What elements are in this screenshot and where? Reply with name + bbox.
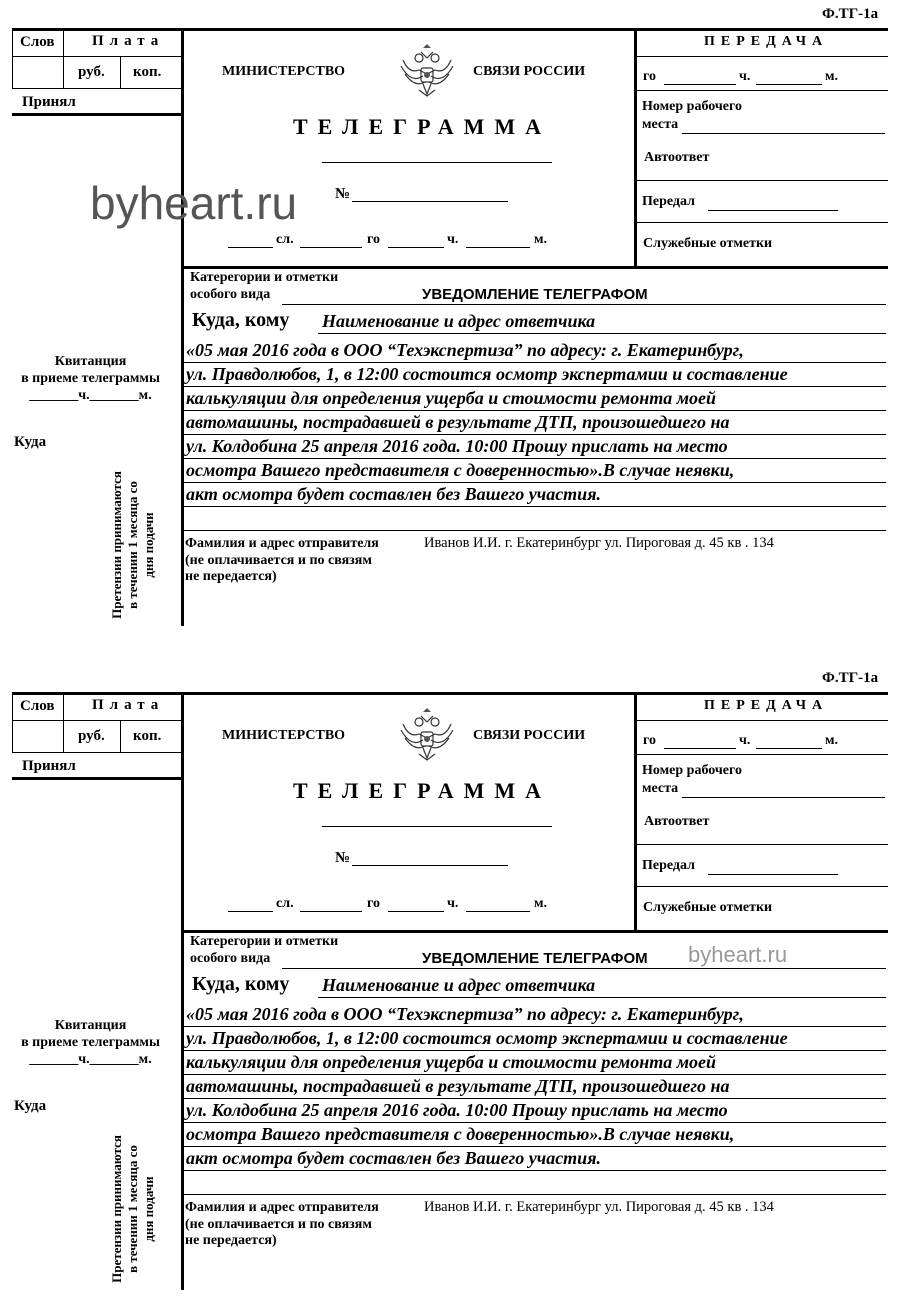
form-code: Ф.ТГ-1а [822,6,879,22]
receipt-time: _______ч._______м. [29,388,152,403]
ministry-label: МИНИСТЕРСТВО [222,64,346,79]
left-column-divider [181,28,184,626]
message-line-7: акт осмотра будет составлен без Вашего участия. [186,1148,601,1168]
rub-label: руб. [78,728,105,744]
sender-label-2: (не оплачивается и по связям [185,1217,372,1232]
sender-label-1: Фамилия и адрес отправителя [185,1200,379,1215]
workplace-label-2: места [642,781,679,796]
to-label: Куда, кому [192,309,290,331]
message-line-6: осмотра Вашего представителя с доверенностью».В случае неявки, [186,460,735,480]
transfer-m-label: м. [825,69,839,84]
transfer-m-label: м. [825,733,839,748]
transfer-label: ПЕРЕДАЧА [704,698,829,713]
payment-label: Плата [92,33,165,49]
sender-value: Иванов И.И. г. Екатеринбург ул. Пироговая д. 45 кв . 134 [424,1199,774,1215]
message-line-5: ул. Колдобина 25 апреля 2016 года. 10:00 Прошу прислать на место [186,1100,728,1120]
words-label: Слов [20,698,55,714]
message-line-1: «05 мая 2016 года в ООО “Техэкспертиза” по адресу: г. Екатеринбург, [186,340,744,360]
ministry-label: МИНИСТЕРСТВО [222,728,346,743]
message-line-3: калькуляции для определения ущерба и стоимости ремонта моей [186,388,717,408]
message-line-7: акт осмотра будет составлен без Вашего участия. [186,484,601,504]
header-bottom-border [181,930,888,933]
words-label: Слов [20,34,55,50]
form-code: Ф.ТГ-1а [822,670,879,686]
emblem-icon [397,708,457,764]
category-value: УВЕДОМЛЕНИЕ ТЕЛЕГРАФОМ [422,286,648,303]
number-label: № [335,186,351,202]
message-line-5: ул. Колдобина 25 апреля 2016 года. 10:00 Прошу прислать на место [186,436,728,456]
category-value: УВЕДОМЛЕНИЕ ТЕЛЕГРАФОМ [422,950,648,967]
emblem-icon [397,44,457,100]
category-label-1: Катерегории и отметки [190,934,339,949]
telegram-title: ТЕЛЕГРАММА [293,778,552,803]
left-column-divider [181,692,184,1290]
m-label: м. [534,896,548,911]
transmitted-label: Передал [642,858,695,873]
accepted-label: Принял [22,94,76,110]
message-line-4: автомашины, пострадавшей в результате ДТП, произошедшего на [186,1076,730,1096]
telegram-title: ТЕЛЕГРАММА [293,114,552,139]
sender-label-3: не передается) [185,1233,277,1248]
ch-label: ч. [447,232,459,247]
transmitted-label: Передал [642,194,695,209]
sender-value: Иванов И.И. г. Екатеринбург ул. Пироговая д. 45 кв . 134 [424,535,774,551]
top-border [12,28,888,31]
category-label-1: Катерегории и отметки [190,270,339,285]
go-label: го [367,896,381,911]
to-value: Наименование и адрес ответчика [322,311,596,331]
sender-label-1: Фамилия и адрес отправителя [185,536,379,551]
kop-label: коп. [133,728,162,744]
category-label-2: особого вида [190,287,271,302]
top-border [12,692,888,695]
payment-label: Плата [92,697,165,713]
m-label: м. [534,232,548,247]
ch-label: ч. [447,896,459,911]
sender-label-2: (не оплачивается и по связям [185,553,372,568]
transfer-ch-label: ч. [739,69,751,84]
watermark-large: byheart.ru [90,177,298,229]
number-label: № [335,850,351,866]
telegram-form-1 [0,0,900,640]
receipt-label-2: в приеме телеграммы [21,371,160,386]
sender-label-3: не передается) [185,569,277,584]
autoreply-label: Автоответ [644,814,710,829]
sl-label: сл. [276,896,294,911]
workplace-label-1: Номер рабочего [642,99,743,114]
message-line-3: калькуляции для определения ущерба и стоимости ремонта моей [186,1052,717,1072]
header-bottom-border [181,266,888,269]
to-label: Куда, кому [192,973,290,995]
claims-note: Претензии принимаются в течении 1 месяца со дня подачи [109,1135,156,1283]
receipt-time: _______ч._______м. [29,1052,152,1067]
category-label-2: особого вида [190,951,271,966]
message-line-6: осмотра Вашего представителя с доверенностью».В случае неявки, [186,1124,735,1144]
claims-note: Претензии принимаются в течении 1 месяца со дня подачи [109,471,156,619]
service-marks-label: Служебные отметки [643,900,773,915]
transfer-go-label: го [643,69,657,84]
receipt-label-2: в приеме телеграммы [21,1035,160,1050]
receipt-label-1: Квитанция [54,1018,127,1033]
autoreply-label: Автоответ [644,150,710,165]
message-line-1: «05 мая 2016 года в ООО “Техэкспертиза” по адресу: г. Екатеринбург, [186,1004,744,1024]
telegram-form-2 [0,664,900,1304]
communications-label: СВЯЗИ РОССИИ [473,64,586,79]
message-line-2: ул. Правдолюбов, 1, в 12:00 состоится осмотр экспертамии и составление [186,1028,788,1048]
transfer-ch-label: ч. [739,733,751,748]
workplace-label-2: места [642,117,679,132]
transfer-go-label: го [643,733,657,748]
right-column-divider [634,692,637,932]
message-line-4: автомашины, пострадавшей в результате ДТП, произошедшего на [186,412,730,432]
kop-label: коп. [133,64,162,80]
workplace-label-1: Номер рабочего [642,763,743,778]
where-label: Куда [14,434,47,450]
rub-label: руб. [78,64,105,80]
communications-label: СВЯЗИ РОССИИ [473,728,586,743]
to-value: Наименование и адрес ответчика [322,975,596,995]
sl-label: сл. [276,232,294,247]
service-marks-label: Служебные отметки [643,236,773,251]
where-label: Куда [14,1098,47,1114]
transfer-label: ПЕРЕДАЧА [704,34,829,49]
accepted-label: Принял [22,758,76,774]
message-line-2: ул. Правдолюбов, 1, в 12:00 состоится осмотр экспертамии и составление [186,364,788,384]
watermark-small: byheart.ru [688,942,788,967]
right-column-divider [634,28,637,268]
receipt-label-1: Квитанция [54,354,127,369]
go-label: го [367,232,381,247]
